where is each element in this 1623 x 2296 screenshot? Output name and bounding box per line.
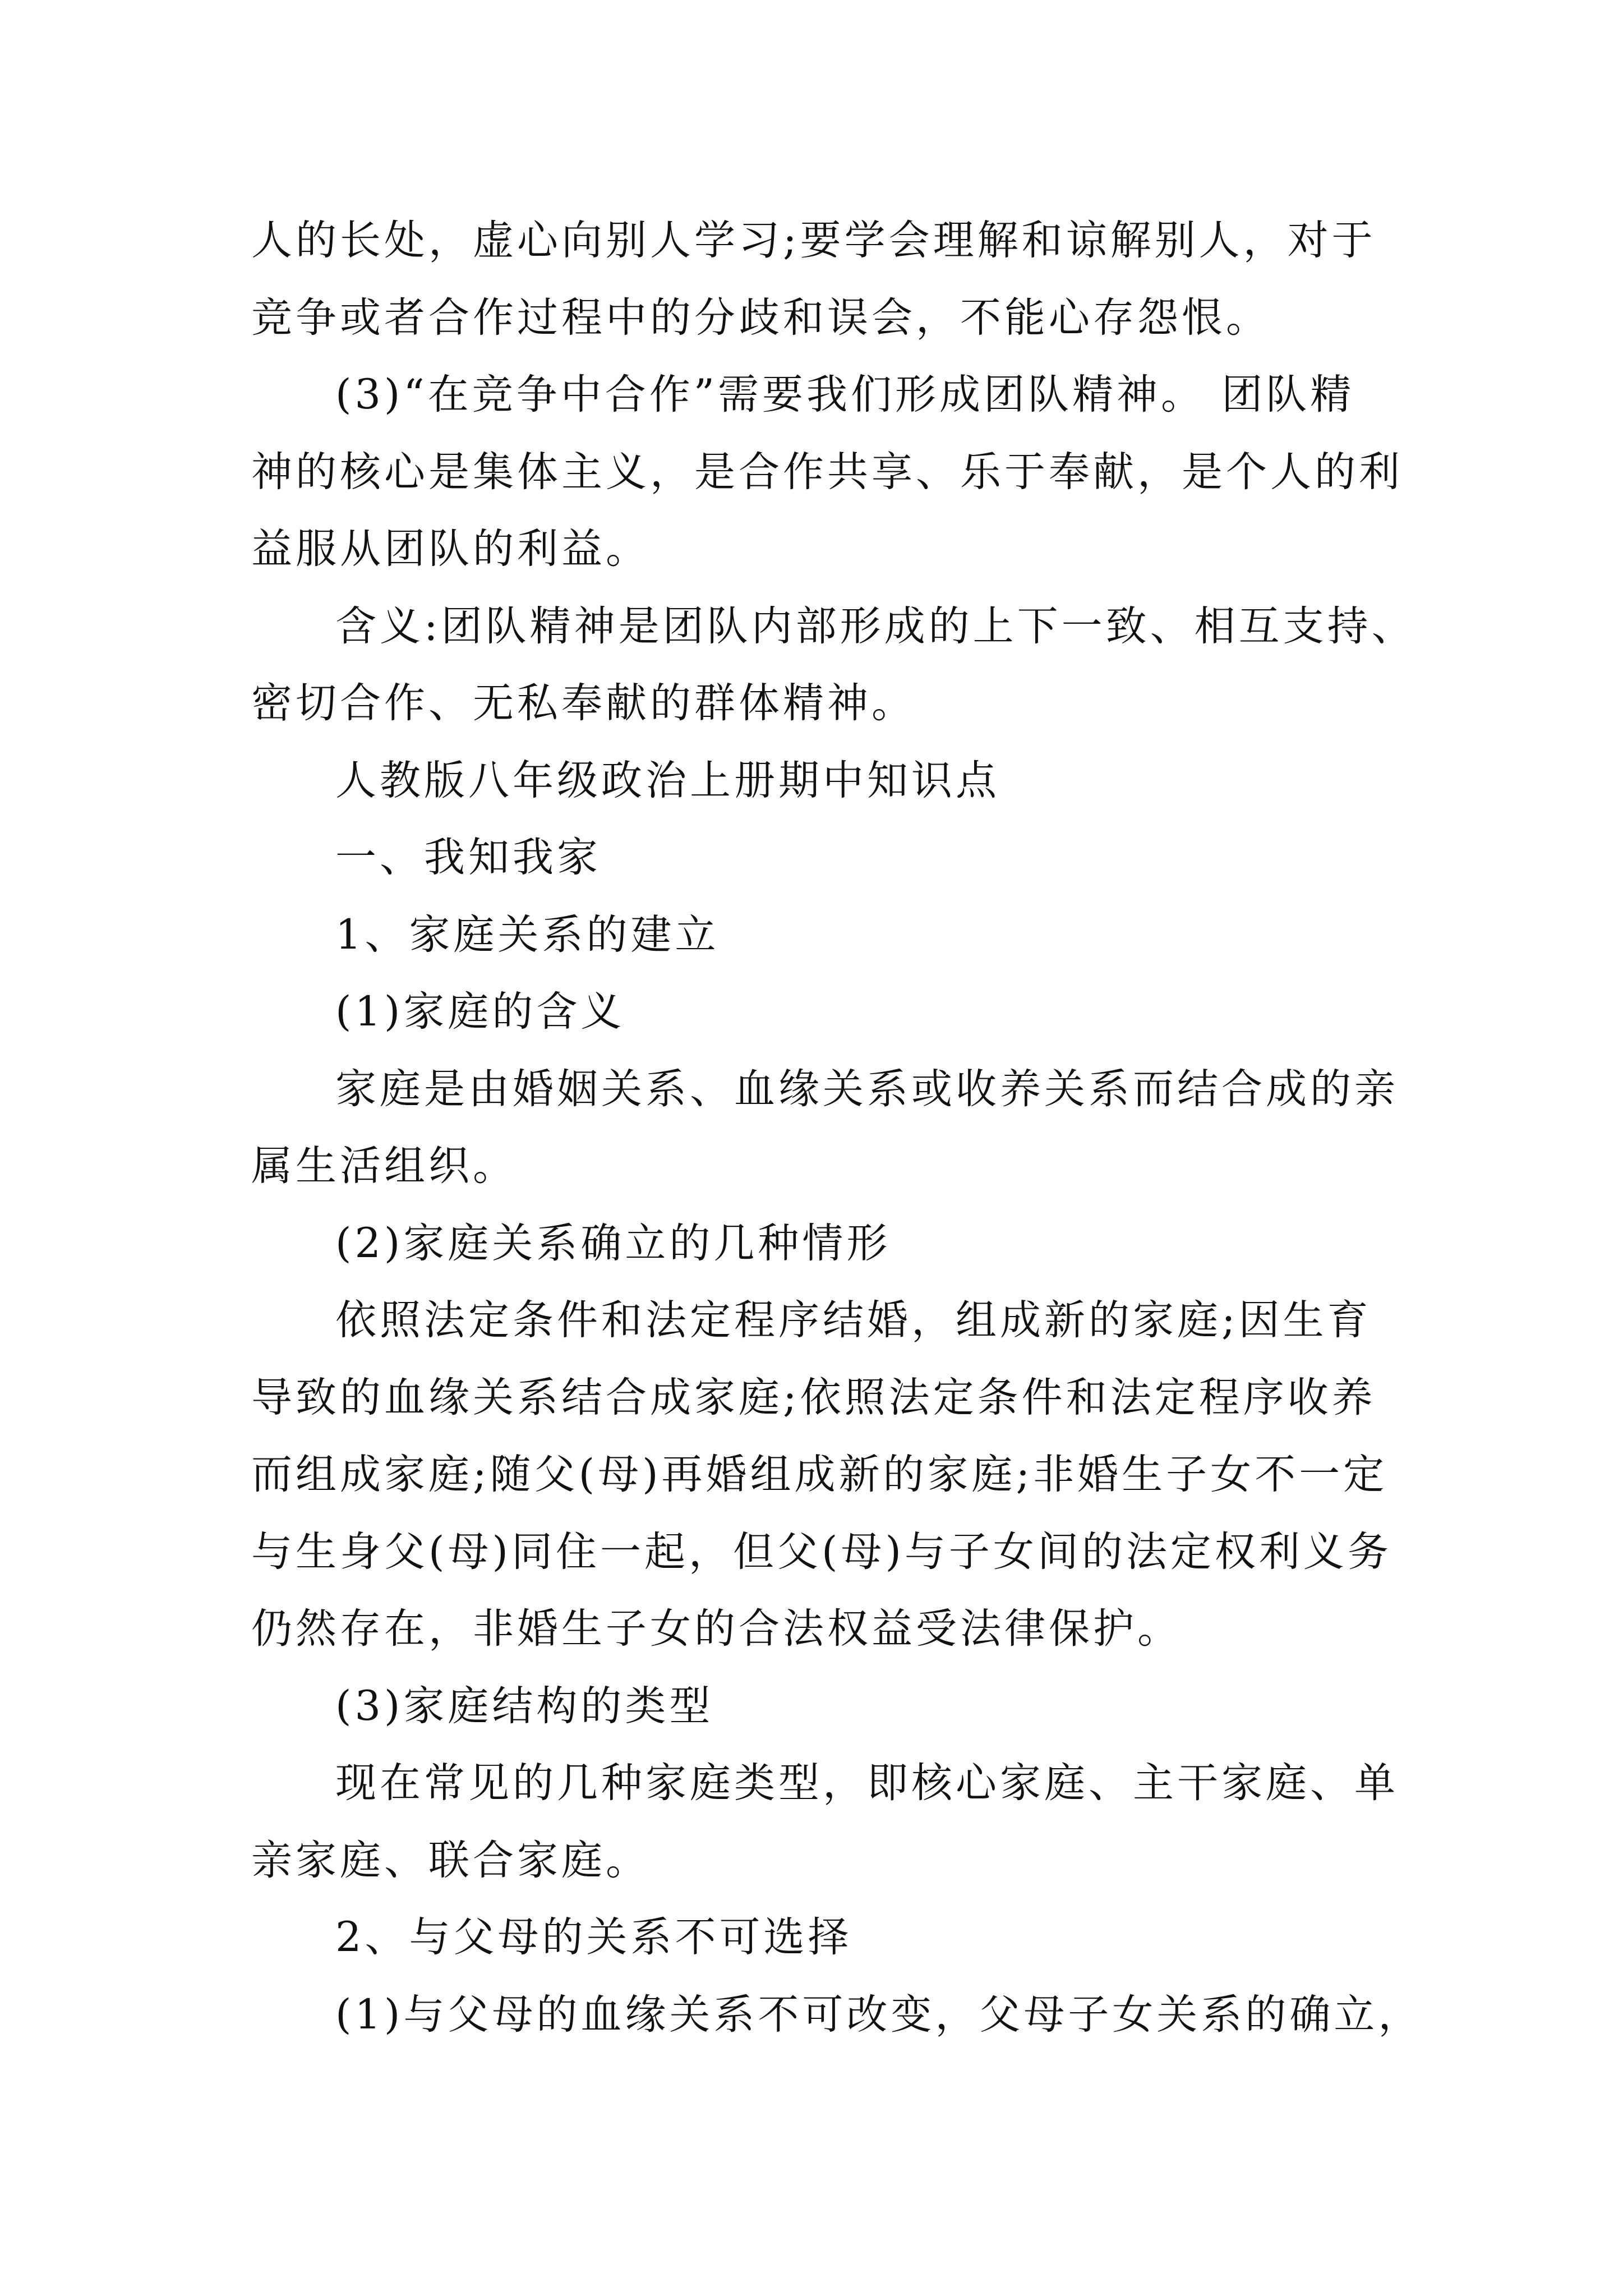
paragraph [251, 1668, 1384, 1745]
paragraph [251, 742, 1384, 820]
text-line: 1、家庭关系的建立 [335, 910, 720, 959]
text-line: 而组成家庭;随父(母)再婚组成新的家庭;非婚生子女不一定 [251, 1451, 1388, 1498]
text-line: 亲家庭、联合家庭。 [251, 1836, 650, 1884]
text-line: 密切合作、无私奉献的群体精神。 [251, 679, 916, 727]
text-line: 导致的血缘关系结合成家庭;依照法定条件和法定程序收养 [251, 1373, 1376, 1421]
paragraph [251, 356, 1403, 588]
paragraph [251, 896, 1384, 974]
text-line: (3)家庭结构的类型 [335, 1682, 714, 1730]
text-line: 家庭是由婚姻关系、血缘关系或收养关系而结合成的亲 [335, 1065, 1399, 1113]
text-line: 人的长处，虚心向别人学习;要学会理解和谅解别人，对于 [251, 217, 1376, 264]
paragraph [251, 1745, 1399, 1899]
text-line: 现在常见的几种家庭类型，即核心家庭、主干家庭、单 [335, 1759, 1399, 1807]
text-line: (3)“在竞争中合作”需要我们形成团队精神。 团队精 [335, 371, 1355, 418]
text-line: (2)家庭关系确立的几种情形 [335, 1219, 891, 1267]
document-body [251, 202, 1423, 2053]
text-line: (1)家庭的含义 [335, 988, 625, 1036]
paragraph [251, 202, 1384, 356]
text-line: (1)与父母的血缘关系不可改变，父母子女关系的确立， [335, 1990, 1423, 2039]
paragraph [251, 1282, 1392, 1668]
text-line: 与生身父(母)同住一起，但父(母)与子女间的法定权利义务 [251, 1527, 1392, 1576]
paragraph [251, 1051, 1399, 1205]
paragraph [251, 1205, 1384, 1282]
text-line: 神的核心是集体主义，是合作共享、乐于奉献，是个人的利 [251, 448, 1403, 496]
paragraph [251, 1899, 1384, 1976]
paragraph [251, 819, 1384, 896]
text-line: 含义:团队精神是团队内部形成的上下一致、相互支持、 [335, 602, 1416, 650]
text-line: 2、与父母的关系不可选择 [335, 1913, 852, 1961]
text-line: 益服从团队的利益。 [251, 525, 650, 573]
text-line: 一、我知我家 [335, 834, 601, 881]
text-line: 人教版八年级政治上册期中知识点 [335, 756, 1000, 804]
text-line: 竞争或者合作过程中的分歧和误会，不能心存怨恨。 [251, 293, 1270, 342]
text-line: 依照法定条件和法定程序结婚，组成新的家庭;因生育 [335, 1296, 1372, 1344]
text-line: 仍然存在，非婚生子女的合法权益受法律保护。 [251, 1605, 1182, 1653]
text-line: 属生活组织。 [251, 1142, 517, 1190]
paragraph [251, 588, 1416, 742]
paragraph [251, 1976, 1423, 2054]
paragraph [251, 973, 1384, 1051]
